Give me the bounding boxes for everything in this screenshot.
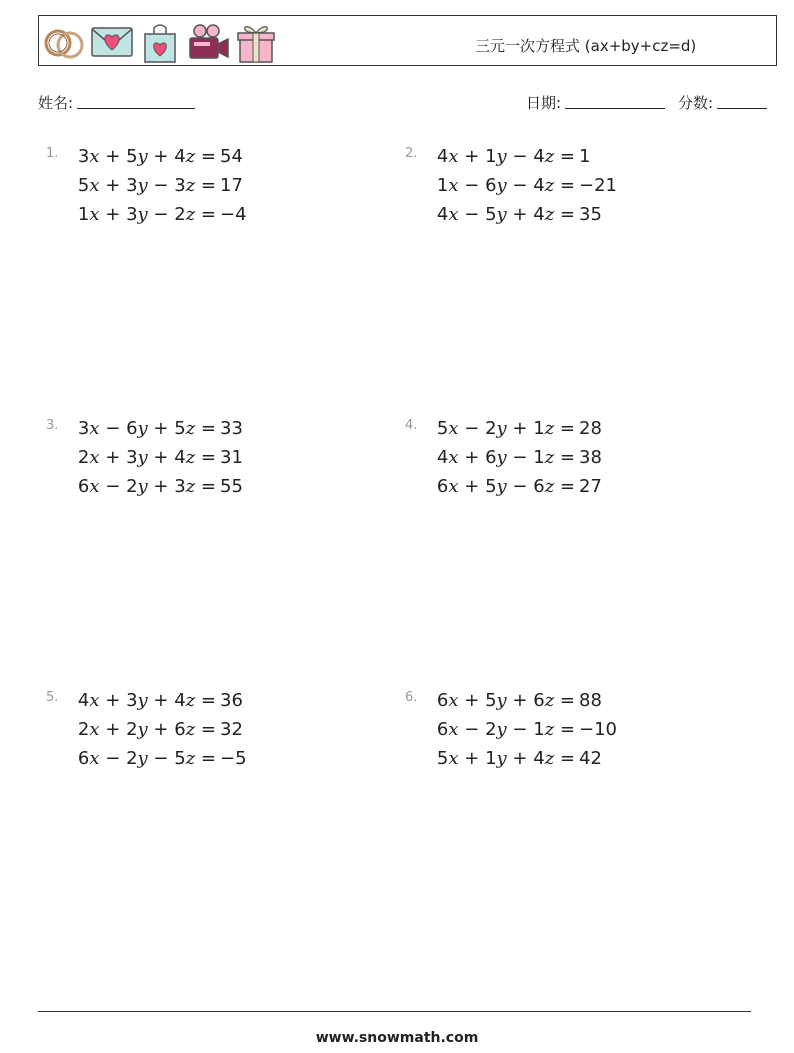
coef-b: 2 — [126, 719, 138, 740]
coef-b: 3 — [126, 175, 138, 196]
date-blank[interactable] — [565, 94, 665, 109]
operator: + — [512, 204, 528, 225]
coef-a: 1 — [436, 175, 449, 196]
problem-6 — [405, 690, 745, 790]
problem-5 — [46, 690, 386, 790]
movie-camera-icon — [186, 20, 230, 64]
constant-d: 42 — [579, 748, 602, 769]
var-z: z — [185, 719, 196, 740]
operator: − — [105, 418, 121, 439]
constant-d: 1 — [579, 146, 591, 167]
constant-d: 54 — [220, 146, 243, 167]
coef-a: 4 — [436, 204, 449, 225]
coef-b: 3 — [126, 447, 138, 468]
equation: 4x + 6y − 1z = — [436, 447, 575, 468]
footer-divider — [38, 1011, 751, 1012]
coef-a: 6 — [77, 748, 90, 769]
var-x: x — [89, 447, 100, 468]
var-x: x — [89, 418, 100, 439]
operator: + — [512, 418, 528, 439]
var-z: z — [544, 476, 555, 497]
coef-c: 6 — [533, 476, 545, 497]
coef-c: 3 — [174, 175, 186, 196]
equation: 3x − 6y + 5z = — [77, 418, 216, 439]
operator: + — [464, 447, 480, 468]
operator: + — [512, 748, 528, 769]
coef-b: 6 — [126, 418, 138, 439]
equation: 5x − 2y + 1z = — [436, 418, 575, 439]
coef-b: 2 — [126, 476, 138, 497]
equation: 1x + 3y − 2z = — [77, 204, 216, 225]
var-z: z — [544, 719, 555, 740]
var-x: x — [448, 690, 459, 711]
var-y: y — [137, 690, 148, 711]
coef-b: 5 — [126, 146, 138, 167]
constant-d: 36 — [220, 690, 243, 711]
var-z: z — [544, 447, 555, 468]
var-z: z — [185, 204, 196, 225]
var-x: x — [448, 748, 459, 769]
operator: − — [512, 447, 528, 468]
operator: − — [512, 476, 528, 497]
equation: 6x − 2y + 3z = — [77, 476, 216, 497]
coef-c: 5 — [174, 418, 186, 439]
coef-a: 5 — [77, 175, 90, 196]
equation: 6x + 5y + 6z = — [436, 690, 575, 711]
var-z: z — [185, 690, 196, 711]
problem-4 — [405, 418, 745, 518]
operator: + — [105, 204, 121, 225]
var-y: y — [137, 476, 148, 497]
operator: + — [512, 690, 528, 711]
coef-a: 3 — [77, 418, 90, 439]
coef-b: 5 — [485, 204, 497, 225]
var-y: y — [496, 146, 507, 167]
constant-d: −10 — [579, 719, 617, 740]
coef-c: 2 — [174, 204, 186, 225]
var-x: x — [89, 690, 100, 711]
var-z: z — [185, 447, 196, 468]
operator: + — [464, 146, 480, 167]
equation: 4x − 5y + 4z = — [436, 204, 575, 225]
problem-1 — [46, 146, 386, 246]
equation: 6x − 2y − 1z = — [436, 719, 575, 740]
operator: + — [153, 447, 169, 468]
var-y: y — [496, 204, 507, 225]
name-label: 姓名: — [38, 94, 74, 112]
var-z: z — [544, 690, 555, 711]
var-x: x — [448, 175, 459, 196]
constant-d: 35 — [579, 204, 602, 225]
coef-c: 4 — [533, 175, 545, 196]
var-z: z — [185, 418, 196, 439]
equation: 5x + 1y + 4z = — [436, 748, 575, 769]
coef-a: 1 — [77, 204, 90, 225]
var-x: x — [448, 204, 459, 225]
var-z: z — [185, 476, 196, 497]
var-y: y — [496, 418, 507, 439]
operator: + — [105, 719, 121, 740]
constant-d: 28 — [579, 418, 602, 439]
coef-c: 6 — [533, 690, 545, 711]
operator: + — [105, 447, 121, 468]
problem-3 — [46, 418, 386, 518]
constant-d: −4 — [220, 204, 247, 225]
var-y: y — [496, 476, 507, 497]
problem-number: 5. — [46, 690, 59, 705]
coef-c: 4 — [533, 204, 545, 225]
coef-c: 6 — [174, 719, 186, 740]
constant-d: −5 — [220, 748, 247, 769]
coef-a: 6 — [77, 476, 90, 497]
operator: − — [464, 175, 480, 196]
coef-a: 4 — [77, 690, 90, 711]
var-z: z — [185, 175, 196, 196]
coef-a: 5 — [436, 418, 449, 439]
operator: − — [105, 748, 121, 769]
equation: 5x + 3y − 3z = — [77, 175, 216, 196]
operator: − — [153, 175, 169, 196]
constant-d: 55 — [220, 476, 243, 497]
var-y: y — [496, 719, 507, 740]
score-field[interactable] — [678, 92, 767, 113]
constant-d: 31 — [220, 447, 243, 468]
coef-c: 5 — [174, 748, 186, 769]
worksheet-header — [38, 15, 777, 66]
operator: + — [464, 748, 480, 769]
constant-d: 38 — [579, 447, 602, 468]
var-x: x — [448, 146, 459, 167]
coef-b: 6 — [485, 175, 497, 196]
var-x: x — [448, 418, 459, 439]
equation: 2x + 2y + 6z = — [77, 719, 216, 740]
equation: 1x − 6y − 4z = — [436, 175, 575, 196]
equation: 4x + 3y + 4z = — [77, 690, 216, 711]
coef-c: 4 — [174, 447, 186, 468]
date-label: 日期: — [526, 94, 562, 112]
var-z: z — [544, 175, 555, 196]
coef-b: 5 — [485, 690, 497, 711]
equation: 6x − 2y − 5z = — [77, 748, 216, 769]
var-y: y — [496, 175, 507, 196]
var-z: z — [185, 748, 196, 769]
operator: + — [153, 418, 169, 439]
var-y: y — [496, 748, 507, 769]
var-z: z — [544, 204, 555, 225]
date-field[interactable] — [526, 92, 665, 113]
var-y: y — [137, 146, 148, 167]
header-icons — [42, 20, 278, 64]
operator: − — [105, 476, 121, 497]
var-y: y — [137, 447, 148, 468]
operator: − — [512, 719, 528, 740]
coef-b: 5 — [485, 476, 497, 497]
coef-c: 1 — [533, 418, 545, 439]
coef-a: 2 — [77, 719, 90, 740]
var-x: x — [448, 719, 459, 740]
constant-d: 32 — [220, 719, 243, 740]
constant-d: −21 — [579, 175, 617, 196]
name-blank[interactable] — [77, 94, 195, 109]
coef-c: 4 — [174, 690, 186, 711]
var-y: y — [137, 175, 148, 196]
var-x: x — [448, 447, 459, 468]
gift-box-icon — [234, 20, 278, 64]
var-y: y — [137, 418, 148, 439]
var-y: y — [137, 748, 148, 769]
footer-url: www.snowmath.com — [315, 1030, 479, 1046]
problem-number: 3. — [46, 418, 59, 433]
constant-d: 88 — [579, 690, 602, 711]
var-x: x — [89, 146, 100, 167]
coef-a: 3 — [77, 146, 90, 167]
coef-c: 4 — [174, 146, 186, 167]
var-x: x — [89, 719, 100, 740]
var-y: y — [496, 690, 507, 711]
coef-b: 6 — [485, 447, 497, 468]
var-y: y — [137, 204, 148, 225]
operator: − — [464, 719, 480, 740]
operator: − — [464, 418, 480, 439]
problem-2 — [405, 146, 745, 246]
operator: + — [153, 690, 169, 711]
coef-a: 2 — [77, 447, 90, 468]
rings-icon — [42, 20, 86, 64]
operator: + — [105, 175, 121, 196]
worksheet-title: 三元一次方程式 (ax+by+cz=d) — [475, 37, 697, 55]
equation: 6x + 5y − 6z = — [436, 476, 575, 497]
name-field[interactable] — [38, 92, 195, 113]
operator: + — [153, 719, 169, 740]
var-x: x — [89, 476, 100, 497]
operator: − — [464, 204, 480, 225]
coef-a: 6 — [436, 690, 449, 711]
love-letter-icon — [90, 20, 134, 64]
coef-a: 6 — [436, 476, 449, 497]
coef-a: 4 — [436, 447, 449, 468]
coef-c: 4 — [533, 748, 545, 769]
coef-a: 5 — [436, 748, 449, 769]
coef-c: 1 — [533, 447, 545, 468]
operator: − — [153, 204, 169, 225]
var-z: z — [544, 748, 555, 769]
var-y: y — [496, 447, 507, 468]
operator: + — [464, 476, 480, 497]
operator: − — [512, 175, 528, 196]
problem-number: 1. — [46, 146, 59, 161]
var-x: x — [89, 748, 100, 769]
coef-b: 3 — [126, 690, 138, 711]
problem-number: 6. — [405, 690, 418, 705]
equation: 2x + 3y + 4z = — [77, 447, 216, 468]
var-z: z — [544, 146, 555, 167]
coef-c: 3 — [174, 476, 186, 497]
constant-d: 27 — [579, 476, 602, 497]
coef-b: 1 — [485, 748, 497, 769]
operator: + — [464, 690, 480, 711]
coef-c: 4 — [533, 146, 545, 167]
var-x: x — [448, 476, 459, 497]
problem-number: 2. — [405, 146, 418, 161]
operator: + — [153, 476, 169, 497]
coef-b: 1 — [485, 146, 497, 167]
coef-b: 2 — [126, 748, 138, 769]
score-label: 分数: — [678, 94, 714, 112]
var-x: x — [89, 175, 100, 196]
gift-bag-icon — [138, 20, 182, 64]
operator: + — [153, 146, 169, 167]
coef-b: 2 — [485, 418, 497, 439]
var-z: z — [544, 418, 555, 439]
coef-b: 2 — [485, 719, 497, 740]
equation: 3x + 5y + 4z = — [77, 146, 216, 167]
score-blank[interactable] — [717, 94, 767, 109]
coef-a: 4 — [436, 146, 449, 167]
var-x: x — [89, 204, 100, 225]
equation: 4x + 1y − 4z = — [436, 146, 575, 167]
coef-c: 1 — [533, 719, 545, 740]
var-y: y — [137, 719, 148, 740]
coef-b: 3 — [126, 204, 138, 225]
constant-d: 17 — [220, 175, 243, 196]
coef-a: 6 — [436, 719, 449, 740]
constant-d: 33 — [220, 418, 243, 439]
operator: − — [512, 146, 528, 167]
operator: − — [153, 748, 169, 769]
problem-number: 4. — [405, 418, 418, 433]
operator: + — [105, 146, 121, 167]
var-z: z — [185, 146, 196, 167]
operator: + — [105, 690, 121, 711]
